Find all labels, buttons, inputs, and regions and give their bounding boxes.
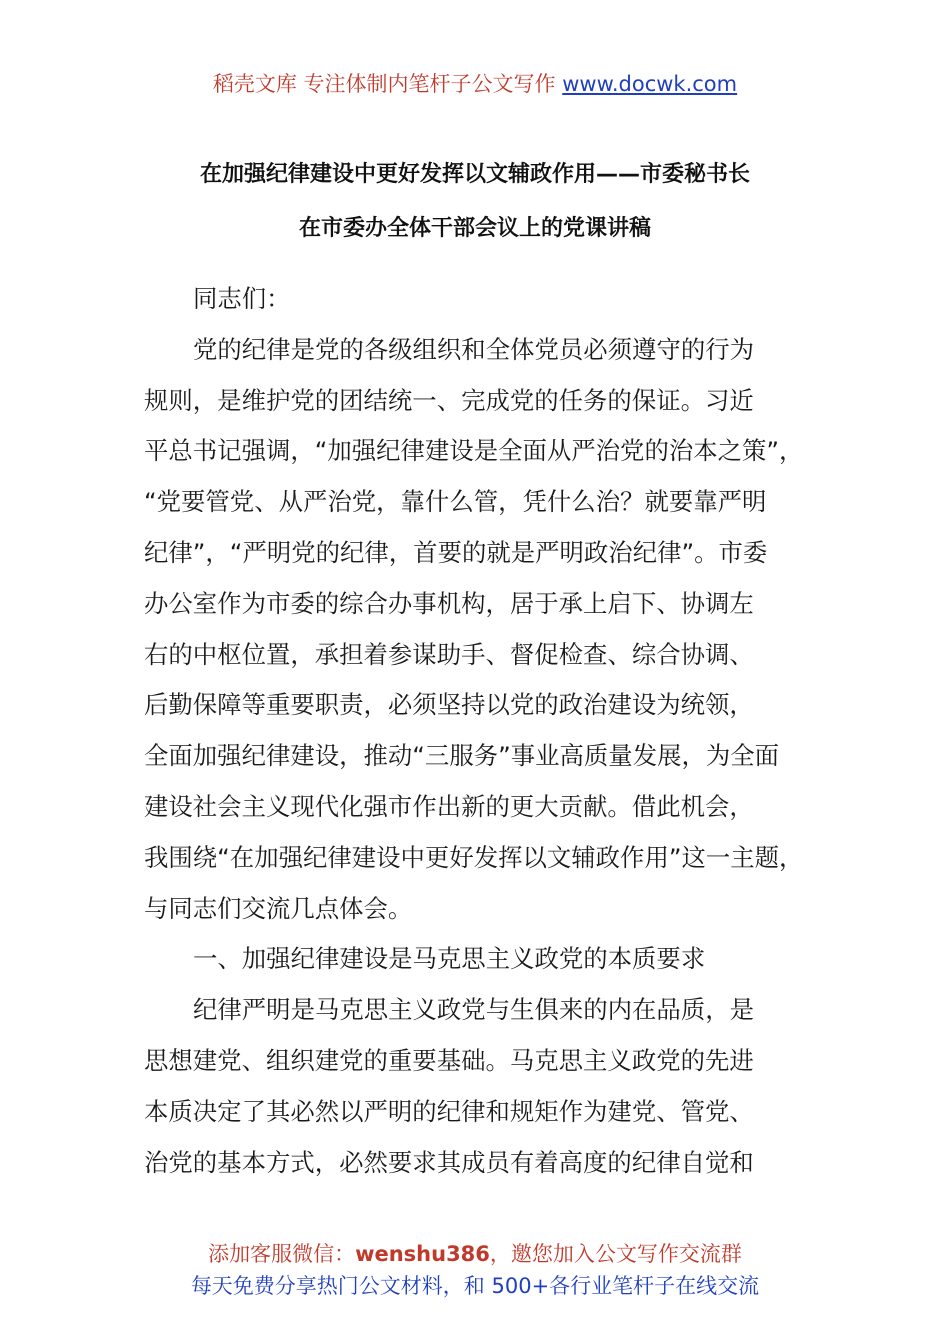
paragraph-line: 思想建党、组织建党的重要基础。马克思主义政党的先进: [144, 1045, 754, 1075]
footer-wechat-id: wenshu386: [355, 1242, 490, 1266]
paragraph-line: 右的中枢位置，承担着参谋助手、督促检查、综合协调、: [144, 639, 754, 669]
header-website-link[interactable]: www.docwk.com: [562, 72, 738, 96]
paragraph-line: 全面加强纪律建设，推动“三服务”事业高质量发展，为全面: [144, 741, 780, 771]
paragraph-line: 我围绕“在加强纪律建设中更好发挥以文辅政作用”这一主题，: [144, 842, 804, 872]
promo-footer: [0, 1238, 950, 1302]
footer-line-2: 每天免费分享热门公文材料，和 500+各行业笔杆子在线交流: [190, 1274, 760, 1298]
paragraph-line: 后勤保障等重要职责，必须坚持以党的政治建设为统领，: [144, 690, 754, 720]
promo-header: [0, 66, 950, 102]
paragraph-line: 办公室作为市委的综合办事机构，居于承上启下、协调左: [144, 588, 754, 618]
document-body: [144, 274, 834, 1188]
paragraph-line: 平总书记强调，“加强纪律建设是全面从严治党的治本之策”，: [144, 436, 804, 466]
paragraph-line: 建设社会主义现代化强市作出新的更大贡献。借此机会，: [144, 791, 754, 821]
footer-line-1: [0, 1238, 950, 1270]
paragraph-line: 与同志们交流几点体会。: [144, 893, 413, 923]
paragraph-line: 本质决定了其必然以严明的纪律和规矩作为建党、管党、: [144, 1096, 754, 1126]
title-line-2: 在市委办全体干部会议上的党课讲稿: [298, 216, 651, 241]
paragraph-line: 党的纪律是党的各级组织和全体党员必须遵守的行为: [193, 334, 754, 364]
header-brand-text: 稻壳文库 专注体制内笔杆子公文写作: [212, 72, 556, 96]
paragraph-line: “党要管党、从严治党，靠什么管，凭什么治？就要靠严明: [144, 487, 767, 517]
salutation: 同志们：: [193, 284, 291, 313]
paragraph-line: 治党的基本方式，必然要求其成员有着高度的纪律自觉和: [144, 1147, 754, 1177]
document-title: [60, 148, 890, 256]
paragraph-line: 纪律”，“严明党的纪律，首要的就是严明政治纪律”。市委: [144, 537, 768, 567]
section-heading: 一、加强纪律建设是马克思主义政党的本质要求: [193, 944, 706, 974]
title-line-1: 在加强纪律建设中更好发挥以文辅政作用——市委秘书长: [199, 162, 750, 187]
paragraph-line: 规则，是维护党的团结统一、完成党的任务的保证。习近: [144, 385, 754, 415]
footer-wechat-prefix: 添加客服微信：: [208, 1242, 356, 1266]
paragraph-line: 纪律严明是马克思主义政党与生俱来的内在品质，是: [193, 995, 754, 1025]
footer-wechat-suffix: ，邀您加入公文写作交流群: [489, 1242, 742, 1266]
